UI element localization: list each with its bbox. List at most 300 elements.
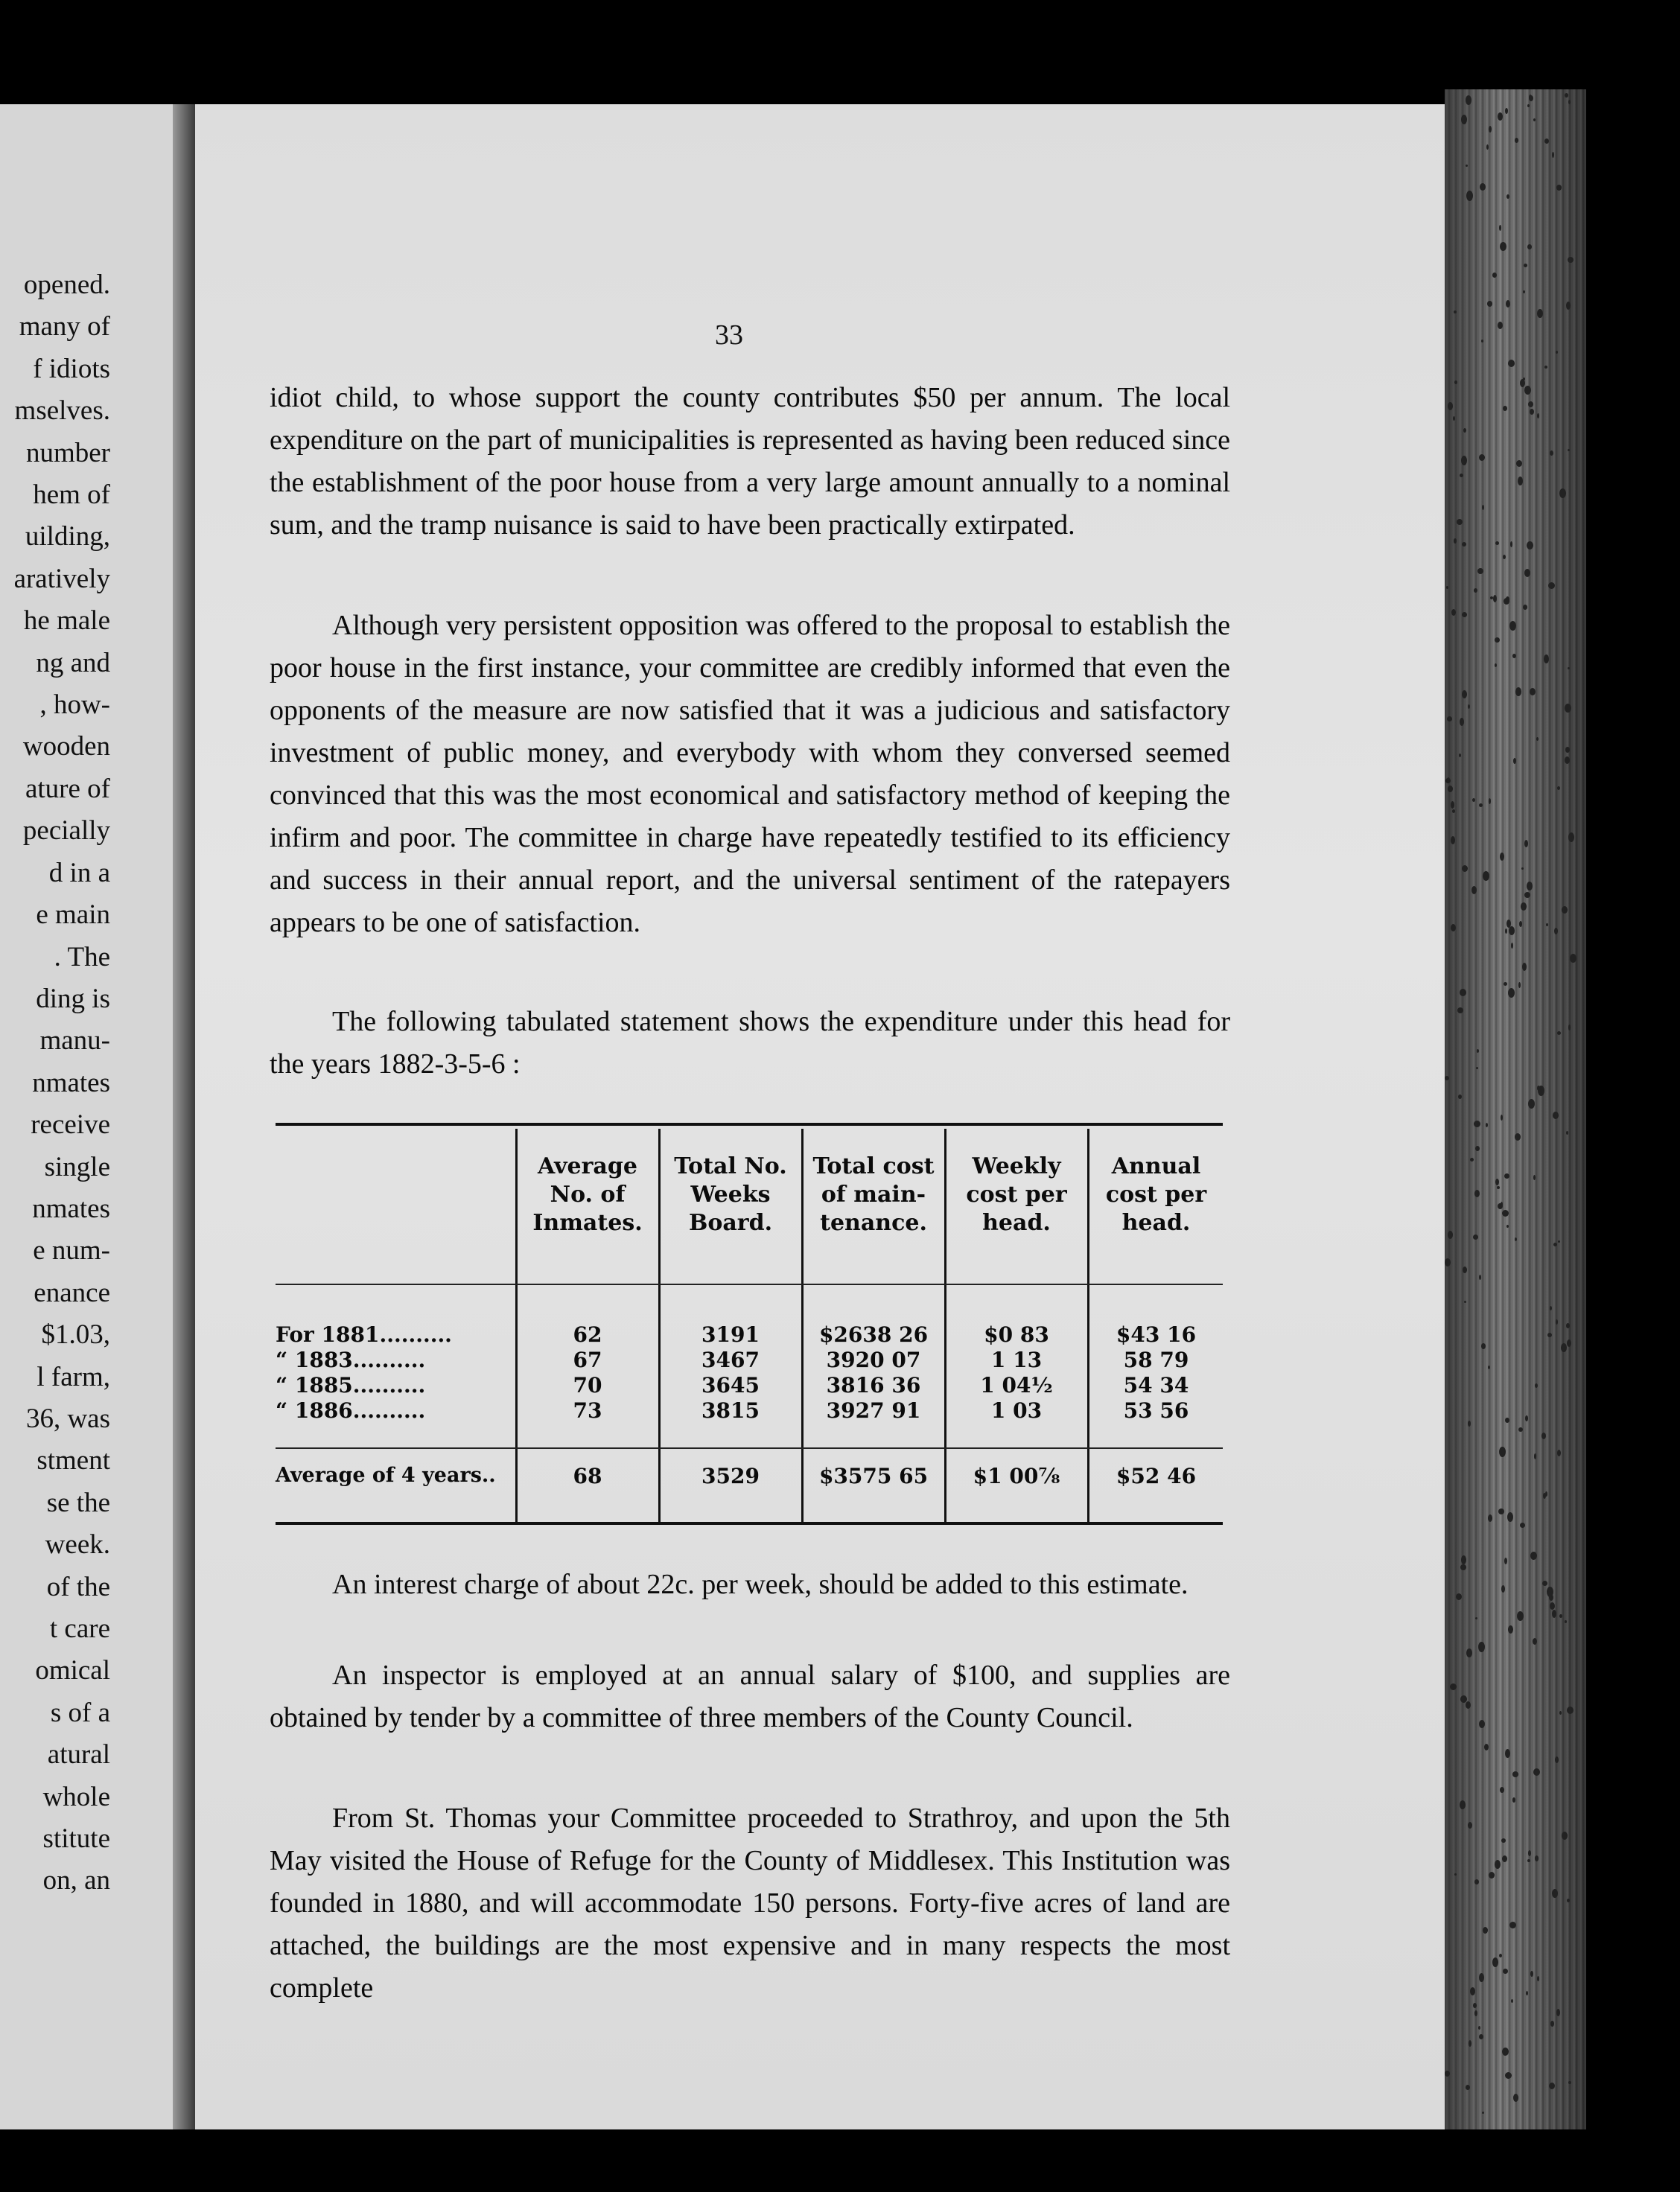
stack-speck — [1454, 1873, 1457, 1876]
stack-speck — [1530, 409, 1534, 415]
stack-speck — [1508, 988, 1515, 998]
stack-speck — [1568, 449, 1570, 451]
page-stack-edge — [1445, 89, 1586, 2129]
stack-speck — [1461, 456, 1467, 465]
left-page-line: manu- — [39, 1025, 110, 1057]
stack-speck — [1562, 1832, 1568, 1840]
stack-speck — [1460, 1564, 1466, 1570]
stack-speck — [1568, 2081, 1571, 2084]
left-page-line: he male — [23, 605, 110, 637]
stack-speck — [1506, 300, 1510, 308]
stack-speck — [1479, 1720, 1485, 1728]
left-page-line: l farm, — [36, 1361, 110, 1392]
paragraph-text: An inspector is employed at an annual salary of $100, and supplies are obtained by tender by a committee of three members of the County Council. — [270, 1660, 1230, 1733]
paragraph-inspector — [270, 1654, 1230, 1739]
stack-speck — [1519, 921, 1522, 927]
stack-speck — [1528, 1850, 1531, 1856]
stack-speck — [1518, 982, 1521, 988]
stack-speck — [1448, 1231, 1453, 1239]
header-total-weeks: Total No. Weeks Board. — [674, 1153, 787, 1236]
left-page-line: se the — [46, 1487, 110, 1518]
stack-speck — [1489, 798, 1491, 804]
paragraph-interest — [270, 1564, 1230, 1606]
stack-speck — [1533, 118, 1536, 121]
stack-speck — [1561, 1343, 1567, 1352]
stack-speck — [1499, 1447, 1506, 1457]
stack-speck — [1548, 582, 1555, 589]
stack-speck — [1470, 1158, 1474, 1162]
stack-speck — [1503, 1969, 1508, 1974]
stack-speck — [1462, 865, 1468, 872]
stack-speck — [1553, 1243, 1557, 1246]
left-page-line: on, an — [42, 1865, 110, 1896]
stack-speck — [1527, 104, 1530, 107]
stack-speck — [1528, 401, 1533, 407]
stack-speck — [1552, 1610, 1556, 1618]
stack-speck — [1445, 1076, 1449, 1080]
stack-speck — [1546, 923, 1548, 926]
left-page-line: nmates — [32, 1193, 110, 1224]
stack-speck — [1460, 1800, 1466, 1809]
stack-speck — [1567, 1339, 1571, 1347]
stack-speck — [1547, 1333, 1552, 1337]
stack-speck — [1492, 273, 1497, 278]
stack-speck — [1462, 542, 1466, 547]
left-page-line: uilding, — [25, 521, 110, 552]
stack-speck — [1552, 1889, 1558, 1898]
stack-speck — [1534, 1453, 1536, 1459]
stack-speck — [1501, 1838, 1506, 1843]
stack-speck — [1476, 1067, 1478, 1069]
stack-speck — [1544, 366, 1547, 369]
stack-speck — [1559, 1711, 1562, 1715]
stack-speck — [1482, 505, 1484, 510]
table-header-rule — [276, 1284, 1223, 1285]
stack-speck — [1448, 402, 1453, 410]
stack-speck — [1505, 928, 1507, 934]
stack-speck — [1460, 718, 1464, 726]
stack-speck — [1505, 1418, 1509, 1423]
left-page-line: s of a — [50, 1697, 110, 1728]
stack-speck — [1507, 1512, 1513, 1522]
stack-speck — [1517, 1611, 1524, 1621]
stack-speck — [1482, 2112, 1484, 2114]
stack-speck — [1477, 568, 1483, 574]
left-page-line: omical — [35, 1655, 110, 1686]
stack-speck — [1555, 1756, 1559, 1763]
stack-speck — [1570, 954, 1576, 963]
stack-speck — [1513, 2094, 1518, 2102]
stack-speck — [1501, 1585, 1505, 1593]
stack-speck — [1566, 1131, 1568, 1135]
stack-speck — [1500, 853, 1504, 861]
paragraph-continuation — [270, 377, 1230, 547]
stack-speck — [1466, 191, 1473, 201]
left-page-line: week. — [45, 1529, 110, 1561]
stack-speck — [1451, 609, 1456, 616]
stack-speck — [1523, 290, 1525, 293]
stack-speck — [1515, 1133, 1521, 1141]
stack-speck — [1503, 406, 1507, 411]
stack-speck — [1568, 832, 1574, 842]
stack-speck — [1488, 1366, 1490, 1369]
stack-speck — [1545, 1491, 1547, 1497]
stack-speck — [1463, 428, 1466, 433]
left-page-line: ature of — [25, 773, 110, 804]
stack-speck — [1479, 1275, 1481, 1280]
stack-speck — [1498, 322, 1503, 329]
stack-speck — [1550, 2021, 1554, 2027]
stack-speck — [1471, 886, 1477, 894]
stack-speck — [1474, 1190, 1480, 1197]
stack-speck — [1511, 1999, 1513, 2003]
stack-speck — [1451, 801, 1454, 809]
stack-speck — [1537, 1976, 1539, 1981]
stack-speck — [1448, 786, 1453, 792]
stack-speck — [1541, 1433, 1546, 1439]
stack-speck — [1556, 2009, 1560, 2016]
left-page-line: . The — [54, 941, 110, 972]
stack-speck — [1526, 1991, 1528, 1995]
stack-speck — [1527, 1859, 1530, 1862]
header-weekly-cost: Weekly cost per head. — [966, 1153, 1067, 1236]
paragraph-text: Although very persistent opposition was offered to the proposal to establish the poor house in the first instance, your committee are credibly informed that even the opponents of the measure are now satisfied that it was a judicious and satisfactory investment of public money, and everybody with whom they conversed seemed convinced that this was the most economical and satisfactory method of keeping the infirm and poor. The committee in charge have repeatedly testified to its efficiency and success in their annual report, and the universal sentiment of the ratepayers appears to be one of satisfaction. — [270, 610, 1230, 938]
left-page-line: of the — [46, 1571, 110, 1602]
stack-speck — [1480, 183, 1486, 191]
stack-speck — [1556, 185, 1562, 191]
stack-speck — [1495, 637, 1500, 643]
stack-speck — [1504, 1173, 1509, 1179]
stack-speck — [1454, 538, 1457, 544]
stack-speck — [1524, 892, 1530, 898]
header-total-cost: Total cost of main- tenance. — [812, 1153, 935, 1236]
stack-speck — [1461, 115, 1467, 124]
left-page-line: pecially — [22, 815, 110, 847]
stack-speck — [1470, 1987, 1475, 1995]
stack-speck — [1454, 310, 1457, 313]
stack-speck — [1566, 302, 1571, 310]
stack-speck — [1447, 777, 1450, 783]
stack-speck — [1493, 595, 1497, 602]
stack-speck — [1473, 2003, 1477, 2008]
stack-speck — [1479, 1973, 1484, 1982]
stack-speck — [1445, 2071, 1450, 2077]
stack-speck — [1530, 688, 1536, 695]
left-page-line: 36, was — [25, 1403, 110, 1434]
stack-speck — [1460, 474, 1463, 477]
stack-speck — [1524, 840, 1528, 847]
stack-speck — [1481, 1343, 1486, 1349]
stack-speck — [1495, 1860, 1501, 1869]
stack-speck — [1568, 100, 1571, 104]
paragraph-strathroy — [270, 1797, 1230, 2010]
stack-speck — [1554, 928, 1558, 934]
stack-speck — [1466, 1701, 1471, 1709]
stack-speck — [1524, 386, 1531, 395]
stack-speck — [1500, 242, 1506, 251]
stack-speck — [1490, 596, 1493, 599]
stack-speck — [1530, 1971, 1533, 1977]
left-page-line: opened. — [23, 270, 110, 300]
stack-speck — [1462, 612, 1467, 617]
left-page-line: e main — [36, 899, 110, 931]
left-page-line: d in a — [48, 857, 110, 888]
stack-speck — [1550, 1306, 1552, 1310]
left-page-line: enance — [34, 1277, 110, 1308]
stack-speck — [1527, 541, 1533, 549]
stack-speck — [1492, 1957, 1498, 1967]
stack-speck — [1489, 1872, 1495, 1879]
stack-speck — [1458, 1095, 1462, 1099]
stack-speck — [1538, 1086, 1544, 1096]
stack-speck — [1474, 588, 1477, 593]
stack-speck — [1515, 138, 1518, 143]
stack-speck — [1506, 920, 1511, 928]
stack-speck — [1477, 1049, 1479, 1053]
stack-speck — [1550, 1602, 1555, 1610]
stack-speck — [1505, 2072, 1512, 2079]
left-page-line: hem of — [33, 480, 110, 511]
stack-speck — [1568, 667, 1570, 669]
stack-speck — [1498, 1508, 1504, 1514]
stack-speck — [1559, 488, 1566, 498]
stack-speck — [1446, 586, 1448, 589]
stack-speck — [1478, 2026, 1480, 2030]
left-page-line: $1.03, — [41, 1319, 110, 1351]
stack-speck — [1510, 541, 1512, 547]
stack-speck — [1512, 654, 1516, 658]
stack-speck — [1515, 687, 1521, 696]
paragraph-table-intro — [270, 1001, 1230, 1086]
stack-speck — [1466, 165, 1468, 167]
stack-speck — [1502, 1210, 1509, 1217]
stack-speck — [1524, 569, 1530, 577]
stack-speck — [1524, 264, 1527, 267]
stack-speck — [1518, 477, 1523, 485]
stack-speck — [1515, 1237, 1517, 1241]
stack-speck — [1506, 1225, 1509, 1228]
left-page-line: t care — [49, 1613, 110, 1644]
left-page-line: number — [25, 437, 110, 468]
left-page-line: stment — [36, 1445, 110, 1476]
stack-speck — [1509, 1922, 1516, 1928]
stack-speck — [1454, 380, 1457, 384]
stack-speck — [1500, 1787, 1504, 1793]
left-page-line: wooden — [22, 731, 110, 762]
stack-speck — [1504, 982, 1507, 986]
stack-speck — [1557, 1031, 1561, 1035]
stack-speck — [1459, 754, 1461, 757]
left-page-line: whole — [42, 1781, 110, 1812]
stack-speck — [1550, 450, 1553, 456]
stack-speck — [1469, 2040, 1471, 2047]
stack-speck — [1479, 803, 1483, 807]
stack-speck — [1501, 1115, 1503, 1121]
stack-speck — [1544, 138, 1549, 144]
stack-speck — [1462, 690, 1467, 698]
stack-speck — [1565, 704, 1571, 713]
stack-speck — [1499, 225, 1501, 231]
stack-speck — [1472, 798, 1475, 802]
stack-speck — [1468, 704, 1470, 709]
header-annual-cost: Annual cost per head. — [1105, 1153, 1207, 1236]
stack-speck — [1468, 1421, 1471, 1427]
stack-speck — [1568, 1025, 1571, 1030]
stack-speck — [1447, 716, 1452, 721]
stack-speck — [1525, 1415, 1528, 1421]
stack-speck — [1520, 1523, 1525, 1528]
stack-speck — [1474, 1879, 1479, 1884]
stack-speck — [1512, 1771, 1518, 1777]
stack-speck — [1557, 1450, 1561, 1456]
paragraph-text: An interest charge of about 22c. per week, should be added to this estimate. — [332, 1569, 1189, 1600]
stack-speck — [1547, 1587, 1553, 1597]
stack-speck — [1502, 1855, 1507, 1862]
stack-speck — [1468, 1822, 1472, 1829]
left-page-line: ding is — [36, 983, 110, 1014]
stack-speck — [1486, 1123, 1488, 1127]
left-page-line: f idiots — [33, 353, 110, 384]
stack-speck — [1495, 1179, 1499, 1185]
stack-speck — [1553, 1112, 1559, 1119]
stack-speck — [1474, 1121, 1480, 1127]
scan-right-border — [1586, 0, 1680, 2192]
stack-speck — [1509, 926, 1515, 935]
stack-speck — [1466, 1648, 1472, 1657]
stack-speck — [1562, 906, 1568, 914]
stack-speck — [1556, 351, 1558, 354]
left-page-line: atural — [47, 1739, 110, 1771]
stack-speck — [1445, 1258, 1451, 1267]
left-page-line: e num- — [33, 1235, 110, 1267]
stack-speck — [1552, 152, 1554, 158]
stack-speck — [1549, 2083, 1555, 2089]
stack-speck — [1565, 756, 1570, 764]
stack-speck — [1504, 598, 1509, 605]
stack-speck — [1535, 1383, 1538, 1388]
stack-speck — [1521, 902, 1527, 911]
page-number: 33 — [715, 319, 743, 351]
paragraph-text: The following tabulated statement shows the expenditure under this head for the years 1882-3-5-6 : — [270, 1006, 1230, 1080]
stack-speck — [1530, 1552, 1537, 1560]
stack-speck — [1506, 194, 1509, 199]
stack-speck — [1537, 413, 1539, 418]
stack-speck — [1542, 1581, 1547, 1586]
stack-speck — [1565, 747, 1570, 753]
scan-top-border — [0, 0, 1680, 104]
scan-bottom-border — [0, 2129, 1680, 2192]
stack-speck — [1466, 95, 1471, 105]
stack-speck — [1527, 882, 1533, 890]
stack-speck — [1566, 1323, 1570, 1328]
stack-speck — [1568, 257, 1574, 263]
stack-speck — [1508, 1625, 1513, 1634]
stack-speck — [1521, 867, 1524, 870]
paragraph-text: idiot child, to whose support the county contributes $50 per annum. The local expenditure on the part of municipalities is represented as having been reduced since the establishment of the poor house from a very large amount annually to a nominal sum, and the tramp nuisance is said to have been practically extirpated. — [270, 382, 1230, 541]
stack-speck — [1505, 1749, 1510, 1758]
table-average-rule — [276, 1447, 1223, 1449]
left-page-line: mselves. — [14, 395, 110, 427]
stack-speck — [1457, 1007, 1463, 1013]
stack-speck — [1483, 871, 1489, 881]
left-page-text — [0, 264, 110, 1902]
page-stack-shading — [1445, 89, 1586, 2129]
stack-speck — [1516, 460, 1522, 467]
stack-speck — [1544, 654, 1549, 663]
stack-speck — [1484, 1744, 1489, 1750]
stack-speck — [1453, 416, 1455, 421]
stack-speck — [1450, 1683, 1457, 1690]
stack-speck — [1504, 1558, 1507, 1564]
stack-speck — [1527, 244, 1532, 249]
stack-speck — [1556, 1319, 1558, 1325]
stack-speck — [1461, 1555, 1466, 1564]
stack-speck — [1511, 943, 1513, 949]
stack-speck — [1535, 1855, 1539, 1861]
stack-speck — [1452, 809, 1455, 813]
stack-speck — [1502, 2048, 1509, 2056]
stack-speck — [1528, 1099, 1535, 1109]
stack-speck — [1478, 1642, 1485, 1652]
stack-speck — [1456, 1593, 1462, 1600]
stack-speck — [1464, 1301, 1466, 1303]
stack-speck — [1505, 108, 1508, 114]
stack-speck — [1565, 1620, 1567, 1623]
stack-speck — [1565, 93, 1568, 98]
stack-speck — [1512, 1797, 1515, 1803]
stack-speck — [1451, 924, 1456, 931]
stack-speck — [1533, 1638, 1537, 1645]
left-page-line: single — [44, 1151, 110, 1182]
stack-speck — [1489, 126, 1492, 133]
stack-speck — [1558, 1240, 1560, 1243]
paragraph-text: From St. Thomas your Committee proceeded to Strathroy, and upon the 5th May visited the House of Refuge for the County of Middlesex. This Institution was founded in 1880, and will accommodate 150 persons. Forty-five acres of land are attached, the buildings are the most expensive and in many respects the most complete — [270, 1803, 1230, 2004]
stack-speck — [1536, 737, 1539, 741]
paragraph-opposition — [270, 605, 1230, 944]
stack-speck — [1533, 1768, 1540, 1776]
stack-speck — [1497, 1186, 1500, 1189]
stack-speck — [1499, 1954, 1502, 1957]
stack-speck — [1567, 1899, 1570, 1902]
stack-speck — [1486, 144, 1489, 150]
stack-speck — [1559, 1614, 1562, 1618]
left-page-line: , how- — [39, 689, 110, 721]
stack-speck — [1475, 1617, 1477, 1619]
left-page-line: ng and — [36, 647, 110, 678]
left-page-line: receive — [31, 1109, 110, 1141]
stack-speck — [1488, 1514, 1492, 1522]
stack-speck — [1487, 301, 1492, 307]
stack-speck — [1451, 836, 1455, 844]
stack-speck — [1501, 1202, 1503, 1207]
stack-speck — [1498, 112, 1503, 121]
left-page-line: nmates — [32, 1067, 110, 1098]
stack-speck — [1475, 1146, 1480, 1151]
stack-speck — [1457, 519, 1463, 525]
stack-speck — [1523, 377, 1525, 380]
stack-speck — [1483, 1927, 1488, 1934]
table-bottom-rule — [276, 1522, 1223, 1525]
stack-speck — [1537, 309, 1543, 318]
left-page-line: stitute — [42, 1823, 110, 1855]
table-top-rule — [276, 1123, 1223, 1126]
stack-speck — [1508, 360, 1515, 367]
stack-speck — [1523, 605, 1527, 610]
stack-speck — [1463, 1267, 1467, 1273]
stack-speck — [1479, 2034, 1483, 2039]
header-average-inmates: Average No. of Inmates. — [532, 1153, 643, 1236]
stack-speck — [1495, 541, 1499, 545]
